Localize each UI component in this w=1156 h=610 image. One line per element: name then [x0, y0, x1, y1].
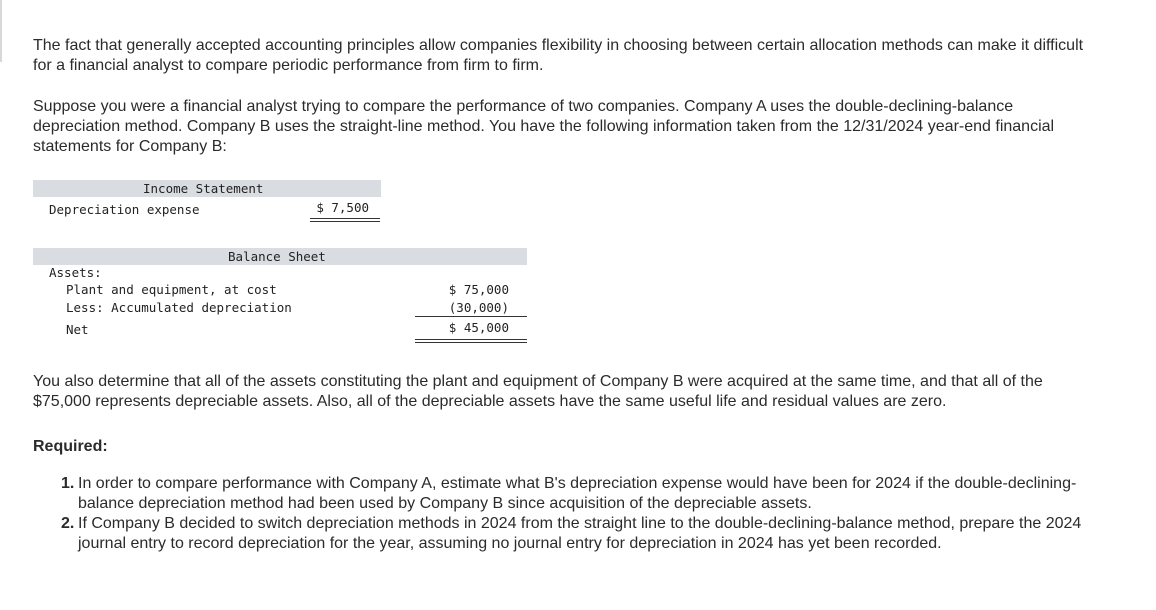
income-statement-table — [33, 180, 381, 230]
balance-sheet-title: Balance Sheet — [228, 249, 326, 264]
balance-sheet-table — [33, 248, 527, 348]
depreciation-expense-value: $ 7,500 — [316, 200, 369, 215]
income-statement-header — [33, 180, 381, 197]
required-item-number: 2. — [61, 515, 75, 532]
plant-equipment-value: $ 75,000 — [448, 282, 509, 297]
required-item-2 — [33, 514, 1103, 554]
required-item-text: In order to compare performance with Company A, estimate what B's depreciation expense would have been for 2024 if the double-declining-balance depreciation method had been used by Company B since acquisition of the depreciable assets. — [78, 475, 1077, 512]
followup-paragraph: You also determine that all of the assets constituting the plant and equipment of Company B were acquired at the same time, and that all of the $75,000 represents depreciable assets. Also, all of the depreciable assets have the same useful life and residual values are zero. — [33, 373, 1043, 410]
accumulated-depreciation-label: Less: Accumulated depreciation — [66, 300, 292, 315]
required-item-text: If Company B decided to switch depreciation methods in 2024 from the straight line to the double-declining-balance method, prepare the 2024 journal entry to record depreciation for the year, assuming no journal entry for depreciation in 2024 has yet been recorded. — [78, 515, 1082, 552]
plant-equipment-label: Plant and equipment, at cost — [66, 282, 277, 297]
double-underline — [310, 218, 380, 222]
net-label: Net — [66, 322, 89, 337]
net-value: $ 45,000 — [448, 320, 509, 335]
problem-content — [33, 36, 1103, 554]
accumulated-depreciation-value: (30,000) — [448, 300, 509, 315]
depreciation-expense-label: Depreciation expense — [49, 202, 200, 217]
double-underline — [415, 339, 527, 343]
assets-section-label: Assets: — [49, 265, 102, 280]
single-underline — [415, 316, 527, 317]
required-item-number: 1. — [61, 475, 75, 492]
intro-paragraph-2: Suppose you were a financial analyst trying to compare the performance of two companies. Company A uses the double-declining-balance depreciation method. Company B uses the straight-line method. You have the following information taken from the 12/31/2024 year-end financial statements for Company B: — [33, 98, 1055, 155]
balance-sheet-header — [33, 248, 527, 265]
intro-paragraph-1: The fact that generally accepted accounting principles allow companies flexibility in choosing between certain allocation methods can make it difficult for a financial analyst to compare periodic performance from firm to firm. — [33, 37, 1084, 74]
left-border-rule — [0, 0, 2, 62]
required-list — [33, 474, 1103, 554]
income-statement-title: Income Statement — [143, 181, 264, 196]
required-item-1 — [33, 474, 1103, 514]
required-heading: Required: — [33, 438, 108, 455]
